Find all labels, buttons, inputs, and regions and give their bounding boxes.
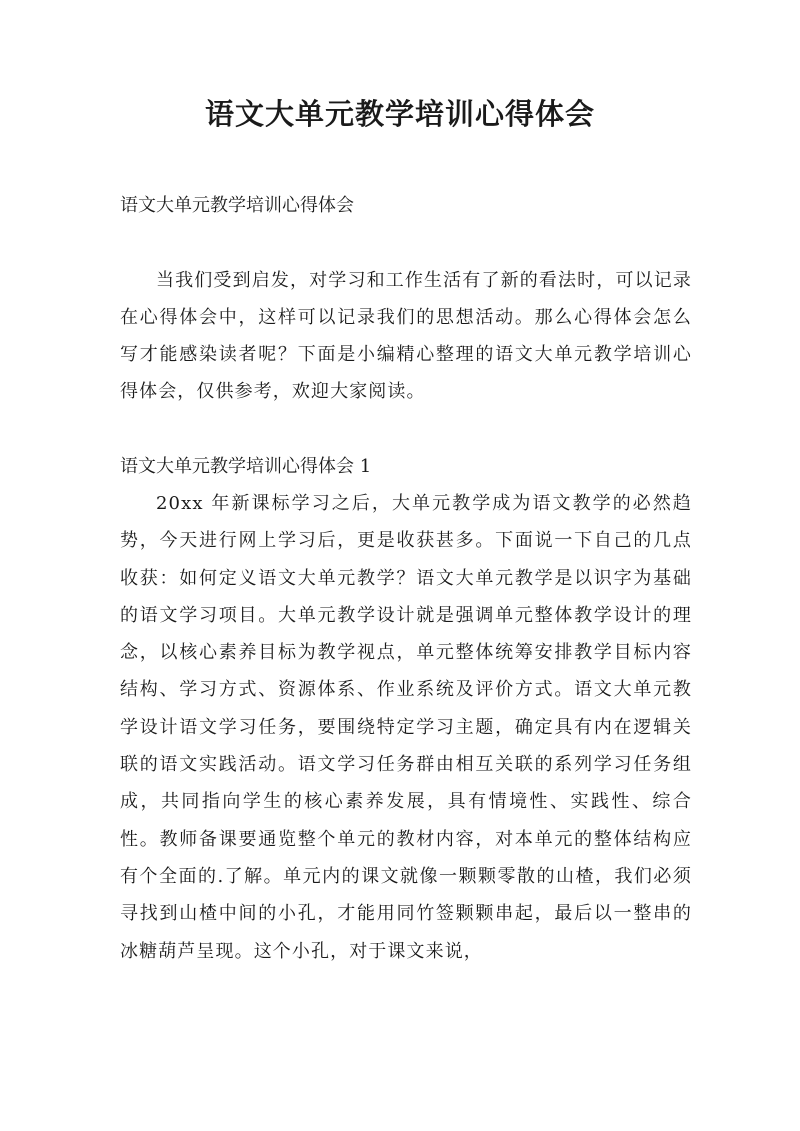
section-body-paragraph: 20xx 年新课标学习之后，大单元教学成为语文教学的必然趋势，今天进行网上学习后，更是收获甚多。下面说一下自己的几点收获：如何定义语文大单元教学？语文大单元教学是以识字为基础的语文学习项目。大单元教学设计就是强调单元整体教学设计的理念，以核心素养目标为教学视点，单元整体统筹安排教学目标内容结构、学习方式、资源体系、作业系统及评价方式。语文大单元教学设计语文学习任务，要围绕特定学习主题，确定具有内在逻辑关联的语文实践活动。语文学习任务群由相互关联的系列学习任务组成，共同指向学生的核心素养发展，具有情境性、实践性、综合性。教师备课要通览整个单元的教材内容，对本单元的整体结构应有个全面的.了解。单元内的课文就像一颗颗零散的山楂，我们必须寻找到山楂中间的小孔，才能用同竹签颗颗串起，最后以一整串的冰糖葫芦呈现。这个小孔，对于课文来说，	[120, 493, 692, 962]
document-title: 语文大单元教学培训心得体会	[204, 97, 595, 131]
intro-paragraph: 当我们受到启发，对学习和工作生活有了新的看法时，可以记录在心得体会中，这样可以记录我们的思想活动。那么心得体会怎么写才能感染读者呢？下面是小编精心整理的语文大单元教学培训心得体会，仅供参考，欢迎大家阅读。	[120, 270, 692, 402]
document-subtitle: 语文大单元教学培训心得体会	[120, 195, 354, 216]
section-heading: 语文大单元教学培训心得体会 1	[120, 456, 372, 477]
